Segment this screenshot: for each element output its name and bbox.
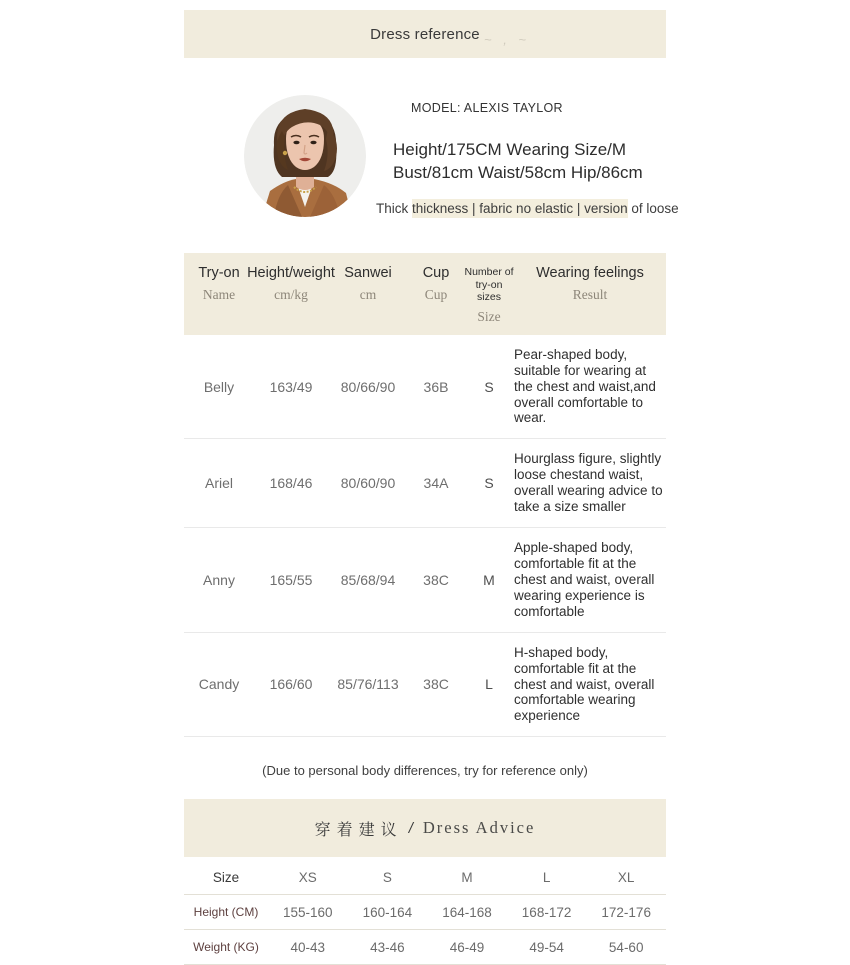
fabric-prefix: Thick: [376, 200, 413, 216]
size-col-xl: XL: [586, 860, 666, 895]
col-header-en: Cup: [422, 265, 450, 281]
weight-row-label: Weight (KG): [184, 930, 268, 965]
col-header-sanwei: [328, 266, 408, 303]
cell-feeling: Hourglass figure, slightly loose chestand waist, overall wearing advice to take a size smaller: [514, 451, 663, 515]
size-chart-header-row: [184, 860, 666, 895]
height-row: [184, 895, 666, 930]
cell-sanwei: 80/60/90: [340, 475, 396, 492]
table-row: [184, 439, 666, 528]
disclaimer-text: (Due to personal body differences, try for reference only): [262, 763, 588, 779]
cell-size: S: [484, 378, 494, 395]
cell-sanwei: 85/68/94: [340, 571, 396, 588]
cell-feeling: Apple-shaped body, comfortable fit at the chest and waist, overall wearing experience is comfortable: [514, 540, 655, 619]
size-col-m: M: [427, 860, 507, 895]
cell-sanwei: 85/76/113: [337, 676, 399, 693]
col-header-tryon: [184, 266, 254, 303]
page-title: Dress reference: [370, 25, 480, 43]
height-row-label: Height (CM): [184, 895, 268, 930]
col-header-sizes: [464, 266, 514, 325]
col-header-en: Number of try-on sizes: [464, 266, 514, 304]
model-name-label: MODEL: ALEXIS TAYLOR: [411, 101, 563, 115]
model-portrait-illustration: [244, 95, 366, 217]
model-avatar: [244, 95, 366, 217]
fabric-highlight: thickness | fabric no elastic | version: [412, 200, 628, 216]
cell-cup: 38C: [423, 676, 449, 693]
cell-name: Ariel: [204, 475, 233, 492]
cell-height-weight: 166/60: [269, 676, 313, 693]
col-header-sub: cm/kg: [274, 286, 308, 302]
size-col-xs: XS: [268, 860, 348, 895]
weight-value: 54-60: [586, 930, 666, 965]
cell-height-weight: 163/49: [269, 378, 313, 395]
height-value: 160-164: [348, 895, 428, 930]
col-header-en: Try-on: [198, 265, 240, 281]
header-banner: [184, 10, 666, 58]
weight-value: 40-43: [268, 930, 348, 965]
table-row: [184, 633, 666, 738]
weight-value: 49-54: [507, 930, 587, 965]
col-header-en: Sanwei: [344, 265, 392, 281]
size-chart-table: [184, 860, 666, 965]
cell-size: M: [483, 571, 495, 588]
col-header-sub: Cup: [424, 286, 448, 302]
weight-row: [184, 930, 666, 965]
cell-size: S: [484, 475, 494, 492]
size-col-s: S: [348, 860, 428, 895]
table-row: [184, 528, 666, 633]
cell-feeling: H-shaped body, comfortable fit at the chest and waist, overall comfortable wearing experience: [514, 644, 655, 724]
col-header-sub: cm: [359, 286, 377, 302]
height-value: 168-172: [507, 895, 587, 930]
cell-feeling: Pear-shaped body, suitable for wearing at the chest and waist,and overall comfortable to wear.: [514, 346, 656, 426]
dress-reference-page: [184, 0, 679, 965]
model-info: [376, 95, 679, 216]
cell-height-weight: 168/46: [269, 475, 313, 492]
cell-height-weight: 165/55: [269, 571, 313, 588]
cell-sanwei: 80/66/90: [340, 378, 396, 395]
dress-advice-banner: [184, 799, 666, 857]
col-header-height-weight: [247, 265, 335, 303]
cell-cup: 34A: [423, 475, 449, 492]
height-value: 172-176: [586, 895, 666, 930]
size-chart-corner: Size: [184, 860, 268, 895]
fabric-description: [376, 201, 679, 216]
tryon-table-header: [184, 253, 666, 335]
col-header-en: Wearing feelings: [536, 265, 644, 281]
advice-title-en: Dress Advice: [422, 818, 536, 838]
cell-cup: 38C: [423, 571, 449, 588]
table-row: [184, 335, 666, 440]
size-col-l: L: [507, 860, 587, 895]
col-header-sub: Size: [477, 308, 501, 324]
model-measure-line1: Height/175CM Wearing Size/M: [393, 140, 627, 159]
decorative-scribble: ~ , ~: [484, 32, 531, 47]
col-header-sub: Name: [202, 286, 236, 302]
model-measurements: [393, 139, 679, 185]
tryon-table: [184, 253, 666, 778]
col-header-cup: [408, 266, 464, 303]
fabric-suffix: of loose: [627, 200, 679, 216]
col-header-sub: Result: [572, 286, 608, 302]
weight-value: 43-46: [348, 930, 428, 965]
cell-name: Anny: [203, 571, 235, 588]
model-section: [184, 95, 679, 217]
col-header-en: Height/weight: [247, 265, 335, 281]
advice-separator: /: [408, 819, 413, 837]
col-header-feelings: [514, 266, 666, 303]
weight-value: 46-49: [427, 930, 507, 965]
height-value: 155-160: [268, 895, 348, 930]
model-measure-line2: Bust/81cm Waist/58cm Hip/86cm: [393, 162, 643, 182]
cell-size: L: [485, 676, 493, 693]
advice-title-cn: 穿着建议: [314, 821, 403, 839]
cell-cup: 36B: [423, 378, 449, 395]
height-value: 164-168: [427, 895, 507, 930]
cell-name: Candy: [198, 676, 240, 693]
cell-name: Belly: [203, 378, 235, 395]
